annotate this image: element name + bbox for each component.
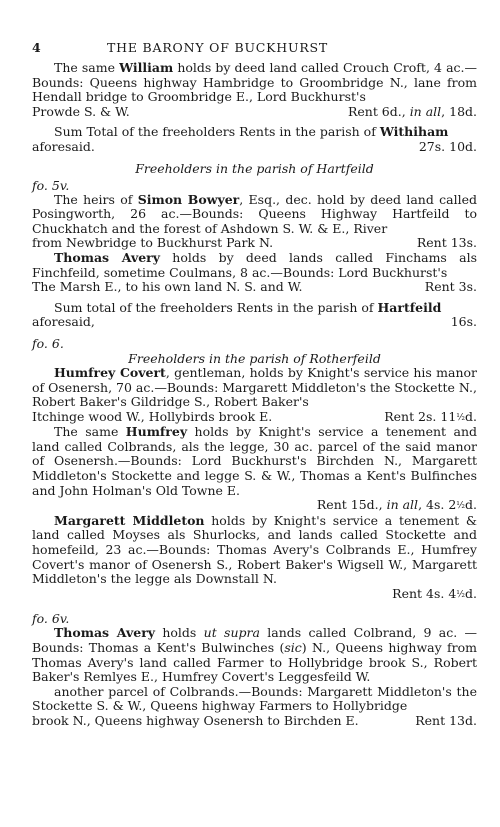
paragraph-bowyer: The heirs of Simon Bowyer, Esq., dec. hold by deed land called Posingworth, 26 ac.—Bounds: Queens Highway Hartfeild to Chuckhatch and the forest of Ashdown S. W. & E., River from Newbridge to Buckhurst Park N. Rent 13s. (32, 191, 477, 251)
rent-humfrey: Rent 15d., in all, 4s. 2½d. (316, 497, 477, 513)
name-covert: Humfrey Covert (54, 364, 166, 380)
name-middleton: Margarett Middleton (54, 512, 205, 528)
running-title: THE BARONY OF BUCKHURST (107, 40, 329, 55)
section-heading-rotherfeild: Freeholders in the parish of Rotherfeild (128, 350, 381, 366)
paragraph-avery-colbrand: Thomas Avery holds ut supra lands called Colbrand, 9 ac. —Bounds: Thomas a Kent's Bulwinches (sic) N., Queens highway from Thomas Avery's land called Farmer to Hollybridge brook S., Robert Baker's Remlyes E., Humfrey Covert's Leggesfeild W. (32, 625, 478, 685)
paragraph-avery-finchams: Thomas Avery holds by deed lands called Finchams als Finchfeild, sometime Coulmans, 8 ac.—Bounds: Lord Buckhurst's The Marsh E., to his own land N. S. and W. Rent 3s. (32, 249, 477, 295)
page-number: 4 (32, 40, 41, 55)
rent-covert: Rent 2s. 11½d. (384, 408, 477, 424)
folio-5v: fo. 5v. (32, 177, 70, 193)
section-heading-hartfeild: Freeholders in the parish of Hartfeild (135, 160, 374, 176)
sum-hartfeild: Sum total of the freeholders Rents in the parish of Hartfeild aforesaid, 16s. (32, 299, 477, 330)
name-avery: Thomas Avery (54, 249, 161, 265)
folio-6: fo. 6. (32, 335, 64, 351)
paragraph-covert: Humfrey Covert, gentleman, holds by Knight's service his manor of Osenersh, 70 ac.—Bounds: Margarett Middleton's the Stockette N., Robert Baker's Gildridge S., Robert Baker's Itchinge wood W., Hollybirds brook E. Rent 2s. 11½d. (32, 364, 477, 424)
name-humfrey: Humfrey (125, 424, 188, 440)
folio-6v: fo. 6v. (32, 611, 70, 627)
paragraph-william: The same William holds by deed land called Crouch Croft, 4 ac.—Bounds: Queens highway Hambridge to Groombridge N., lane from Hendall bridge to Groombridge E., Lord Buckhurst's Prowde S. & W. Rent 6d., in all, 18d. (32, 60, 477, 119)
document-page (32, 40, 477, 729)
rent-bowyer: Rent 13s. (416, 235, 477, 251)
sum-hartfeild-amount: 16s. (450, 314, 477, 330)
paragraph-humfrey-colbrands: The same Humfrey holds by Knight's service a tenement and land called Colbrands, als the legge, 30 ac. parcel of the said manor of Osenersh.—Bounds: Lord Buckhurst's Birchden N., Margarett Middleton's Stockette and legge S. & W., Thomas a Kent's Bulfinches and John Holman's Old Towne E. Rent 15d., in all, 4s. 2½d. (32, 424, 477, 513)
paragraph-another-parcel: another parcel of Colbrands.—Bounds: Margarett Middleton's the Stockette S. & W., Queens highway Farmers to Hollybridge brook N., Queens highway Osenersh to Birchden E. Rent 13d. (32, 683, 477, 728)
rent-william: Rent 6d., in all, 18d. (347, 103, 477, 119)
paragraph-middleton: Margarett Middleton holds by Knight's service a tenement & land called Moyses als Shurlocks, and lands called Stockette and homefeild, 23 ac.—Bounds: Thomas Avery's Colbrands E., Humfrey Covert's manor of Osenersh S., Robert Baker's Wigsell W., Margarett Middleton's the legge als Downstall N. Rent 4s. 4½d. (32, 512, 477, 601)
rent-middleton: Rent 4s. 4½d. (392, 585, 477, 601)
name-avery-2: Thomas Avery (54, 625, 156, 641)
name-bowyer: Simon Bowyer (137, 191, 240, 207)
sum-withiham: Sum Total of the freeholders Rents in the parish of Withiham aforesaid. 27s. 10d. (32, 124, 477, 154)
rent-another: Rent 13d. (415, 712, 477, 728)
name-william: William (119, 60, 174, 75)
rent-avery-finchams: Rent 3s. (424, 279, 477, 295)
page-header (32, 40, 477, 56)
sum-withiham-amount: 27s. 10d. (418, 138, 477, 154)
